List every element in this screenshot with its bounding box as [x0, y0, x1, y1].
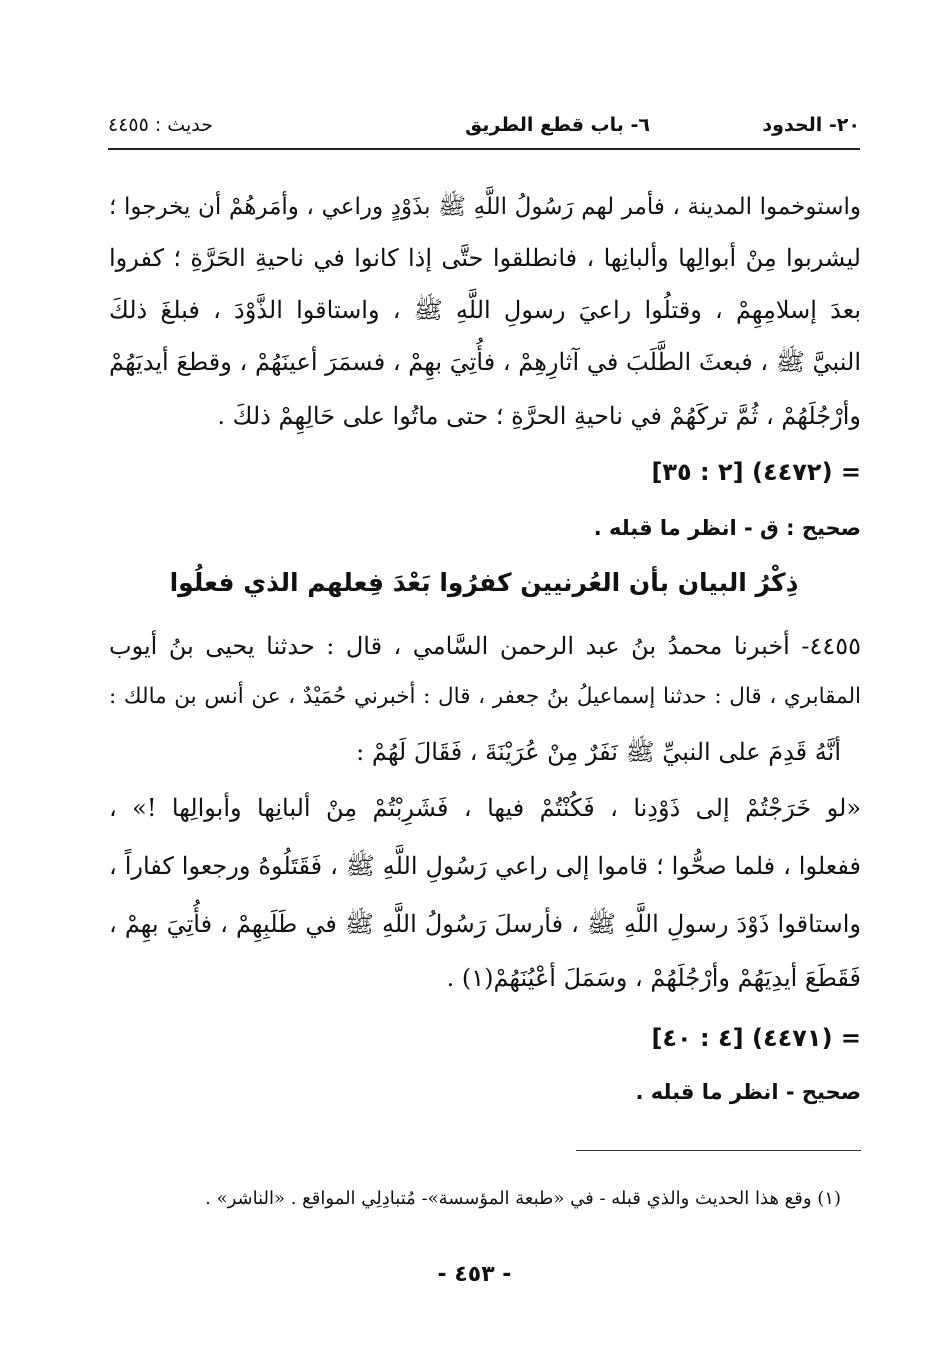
grading-note: صحيح : ق - انظر ما قبله .: [593, 516, 861, 540]
text-line: المقابري ، قال : حدثنا إسماعيلُ بنُ جعفر ، قال : أخبرني حُمَيْدٌ ، عن أنس بن مالك :: [109, 684, 861, 709]
section-title: ٦- باب قطع الطريق: [465, 114, 650, 136]
text-line: واستوخموا المدينة ، فأمر لهم رَسُولُ اللَّهِ ﷺ بذَوْدٍ وراعي ، وأمَرهُمْ أن يخرجوا ؛: [109, 194, 861, 220]
text-line: واستاقوا ذَوْدَ رسولِ اللَّهِ ﷺ ، فأرسلَ رَسُولُ اللَّهِ ﷺ في طَلَبِهِمْ ، فأُتِيَ بهِمْ ،: [109, 910, 861, 938]
cross-reference: = (٤٤٧١) [٤ : ٤٠]: [651, 1024, 861, 1052]
text-line: «لو خَرَجْتُمْ إلى ذَوْدِنا ، فَكُنْتُمْ فيها ، فَشَرِبْتُمْ مِنْ ألبانِها وأبوالِها !» ،: [109, 794, 861, 822]
chapter-title: ٢٠- الحدود: [762, 114, 860, 136]
footnote-divider: [576, 1150, 861, 1151]
text-line: بعدَ إسلامِهِمْ ، وقتلُوا راعيَ رسولِ اللَّهِ ﷺ ، واستاقوا الذَّوْدَ ، فبلغَ ذلكَ: [109, 296, 861, 324]
text-line: وأرْجُلَهُمْ ، ثُمَّ تركَهُمْ في ناحيةِ الحرَّةِ ؛ حتى ماتُوا على حَالِهِمْ ذلكَ .: [217, 402, 861, 430]
text-line: ليشربوا مِنْ أبوالِها وألبانِها ، فانطلقوا حتَّى إذا كانوا في ناحيةِ الحَرَّةِ ؛ كفروا: [109, 244, 861, 272]
text-line: ففعلوا ، فلما صحُّوا ؛ قاموا إلى راعي رَسُولِ اللَّهِ ﷺ ، فَقَتَلُوهُ ورجعوا كفاراً ،: [109, 852, 861, 880]
section-heading: ذِكْرُ البيان بأن العُرنيين كفرُوا بَعْدَ فِعلهم الذي فعلُوا: [169, 568, 799, 597]
grading-note: صحيح - انظر ما قبله .: [635, 1080, 861, 1104]
cross-reference: = (٤٤٧٢) [٢ : ٣٥]: [651, 458, 861, 486]
footnote: (١) وقع هذا الحديث والذي قبله - في «طبعة المؤسسة»- مُتبادِلِي المواقع . «الناشر» .: [205, 1188, 841, 1209]
text-line: فَقَطَعَ أيدِيَهُمْ وأرْجُلَهُمْ ، وسَمَلَ أعْيُنَهُمْ(١) .: [446, 964, 861, 992]
text-line: أنَّهُ قَدِمَ على النبيِّ ﷺ نَفَرٌ مِنْ عُرَيْنَةَ ، فَقَالَ لَهُمْ :: [356, 738, 841, 766]
running-header: [108, 108, 860, 150]
hadith-reference: حديث : ٤٤٥٥: [108, 114, 213, 136]
text-line: ٤٤٥٥- أخبرنا محمدُ بنُ عبد الرحمن السَّامي ، قال : حدثنا يحيى بنُ أيوب: [109, 632, 861, 660]
text-line: النبيَّ ﷺ ، فبعثَ الطَّلَبَ في آثارِهِمْ ، فأُتِيَ بهِمْ ، فسمَرَ أعينَهُمْ ، وقطعَ أيديَهُمْ: [109, 348, 861, 376]
page-number: - ٤٥٣ -: [437, 1262, 512, 1287]
